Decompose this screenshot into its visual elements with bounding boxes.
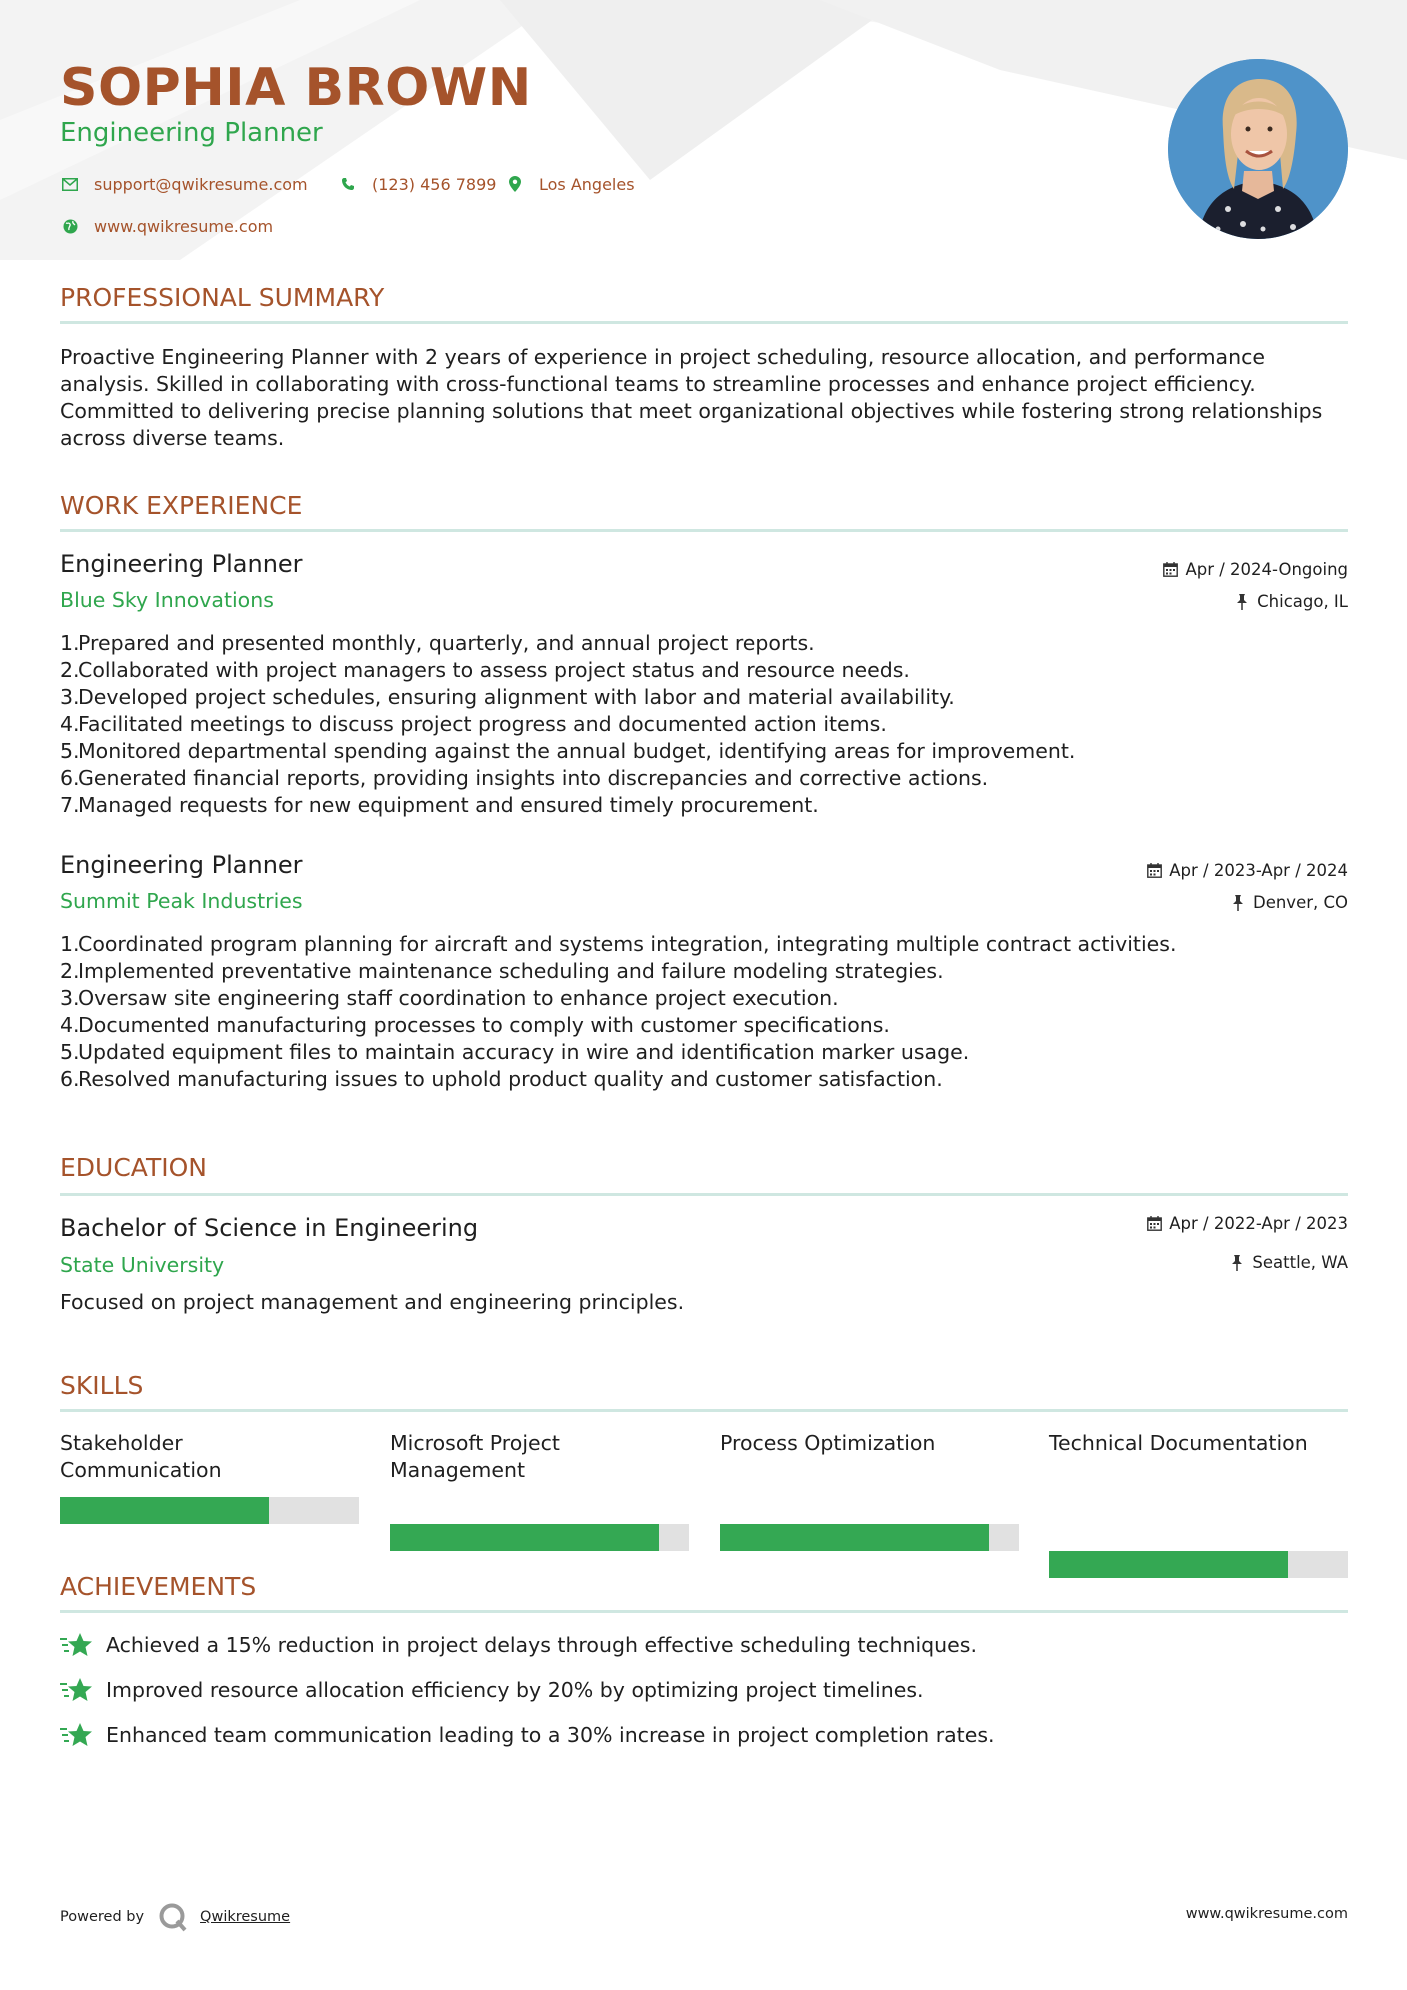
achievement-text: Enhanced team communication leading to a 30% increase in project completion rates. (106, 1723, 995, 1747)
footer-website[interactable]: www.qwikresume.com (1185, 1906, 1348, 1922)
job-bullets (60, 931, 1176, 1093)
contact-website[interactable] (60, 216, 273, 236)
powered-by-label: Powered by (60, 1909, 145, 1925)
skill-bar (60, 1497, 359, 1524)
footer-powered-by (60, 1902, 290, 1932)
skill-bar (1049, 1551, 1348, 1578)
job-location (1229, 893, 1348, 912)
phone-icon (338, 174, 358, 194)
phone-text: (123) 456 7899 (372, 174, 497, 194)
job-dates (1161, 560, 1348, 579)
contact-email[interactable] (60, 174, 308, 194)
job-dates-text: Apr / 2024-Ongoing (1185, 560, 1348, 579)
calendar-icon (1161, 561, 1179, 579)
job-company: Blue Sky Innovations (60, 588, 274, 612)
achievement-text: Achieved a 15% reduction in project delays through effective scheduling techniques. (106, 1633, 977, 1657)
envelope-icon (60, 174, 80, 194)
email-text: support@qwikresume.com (94, 174, 308, 194)
website-text: www.qwikresume.com (94, 216, 274, 236)
experience-heading: WORK EXPERIENCE (60, 491, 303, 520)
summary-heading: PROFESSIONAL SUMMARY (60, 283, 385, 312)
education-location (1228, 1253, 1348, 1272)
list-item: 6.Generated financial reports, providing insights into discrepancies and corrective actions. (60, 766, 989, 790)
achievements-divider (60, 1610, 1348, 1613)
skill-item (60, 1430, 350, 1484)
job-location-text: Chicago, IL (1257, 592, 1348, 611)
location-text: Los Angeles (539, 174, 635, 194)
education-school: State University (60, 1253, 225, 1277)
job-role: Engineering Planner (60, 550, 303, 578)
list-item: 1.Prepared and presented monthly, quarterly, and annual project reports. (60, 631, 815, 655)
summary-text: Proactive Engineering Planner with 2 years of experience in project scheduling, resource allocation, and performance analysis. Skilled in collaborating with cross-functional teams to streamline processes and enhance project efficiency. Committed to delivering precise planning solutions that meet organizational objectives while fostering strong relationships across diverse teams. (60, 345, 1323, 450)
list-item: 7.Managed requests for new equipment and ensured timely procurement. (60, 793, 819, 817)
contact-location (505, 174, 635, 194)
candidate-title: Engineering Planner (60, 118, 323, 148)
pushpin-icon (1228, 1254, 1246, 1272)
candidate-name: SOPHIA BROWN (60, 58, 532, 118)
list-item: 6.Resolved manufacturing issues to uphold product quality and customer satisfaction. (60, 1067, 943, 1091)
achievement-item (60, 1631, 977, 1659)
job-company: Summit Peak Industries (60, 889, 303, 913)
star-icon (60, 1631, 94, 1659)
list-item: 4.Documented manufacturing processes to comply with customer specifications. (60, 1013, 890, 1037)
list-item: 3.Developed project schedules, ensuring alignment with labor and material availability. (60, 685, 955, 709)
calendar-icon (1145, 862, 1163, 880)
skills-heading: SKILLS (60, 1371, 144, 1400)
job-dates (1145, 861, 1348, 880)
qwikresume-link[interactable]: Qwikresume (200, 1909, 291, 1925)
pushpin-icon (1233, 593, 1251, 611)
education-description: Focused on project management and engineering principles. (60, 1290, 685, 1314)
skill-bar (390, 1524, 689, 1551)
experience-divider (60, 529, 1348, 532)
skill-bar-fill (390, 1524, 659, 1551)
pushpin-icon (1229, 894, 1247, 912)
skill-bar-fill (60, 1497, 269, 1524)
map-pin-icon (505, 174, 525, 194)
contact-phone[interactable] (338, 174, 496, 194)
achievement-text: Improved resource allocation efficiency by 20% by optimizing project timelines. (106, 1678, 924, 1702)
list-item: 5.Updated equipment files to maintain accuracy in wire and identification marker usage. (60, 1040, 970, 1064)
star-icon (60, 1676, 94, 1704)
skill-item (1049, 1430, 1339, 1457)
skill-bar (720, 1524, 1019, 1551)
profile-photo (1168, 59, 1348, 239)
job-location (1233, 592, 1348, 611)
education-divider (60, 1193, 1348, 1196)
qwikresume-logo-icon (158, 1902, 188, 1932)
skill-name: Microsoft Project Management (390, 1431, 560, 1482)
skill-name: Process Optimization (720, 1431, 936, 1455)
achievements-heading: ACHIEVEMENTS (60, 1572, 257, 1601)
list-item: 2.Implemented preventative maintenance scheduling and failure modeling strategies. (60, 959, 944, 983)
skill-name: Stakeholder Communication (60, 1431, 222, 1482)
list-item: 5.Monitored departmental spending against the annual budget, identifying areas for improvement. (60, 739, 1076, 763)
skill-item (720, 1430, 1010, 1457)
education-degree: Bachelor of Science in Engineering (60, 1214, 479, 1242)
job-dates-text: Apr / 2023-Apr / 2024 (1169, 861, 1348, 880)
achievement-item (60, 1676, 924, 1704)
list-item: 3.Oversaw site engineering staff coordination to enhance project execution. (60, 986, 839, 1010)
skill-name: Technical Documentation (1049, 1431, 1308, 1455)
education-dates-text: Apr / 2022-Apr / 2023 (1169, 1214, 1348, 1233)
calendar-icon (1145, 1215, 1163, 1233)
summary-divider (60, 321, 1348, 324)
education-dates (1145, 1214, 1348, 1233)
skill-bar-fill (1049, 1551, 1288, 1578)
star-icon (60, 1721, 94, 1749)
skill-item (390, 1430, 680, 1484)
skill-bar-fill (720, 1524, 989, 1551)
education-location-text: Seattle, WA (1252, 1253, 1348, 1272)
skills-divider (60, 1409, 1348, 1412)
list-item: 2.Collaborated with project managers to assess project status and resource needs. (60, 658, 910, 682)
list-item: 4.Facilitated meetings to discuss project progress and documented action items. (60, 712, 887, 736)
achievement-item (60, 1721, 995, 1749)
job-location-text: Denver, CO (1252, 893, 1348, 912)
list-item: 1.Coordinated program planning for aircraft and systems integration, integrating multiple contract activities. (60, 932, 1177, 956)
globe-icon (60, 216, 80, 236)
job-bullets (60, 630, 1075, 819)
job-role: Engineering Planner (60, 851, 303, 879)
education-heading: EDUCATION (60, 1153, 207, 1182)
